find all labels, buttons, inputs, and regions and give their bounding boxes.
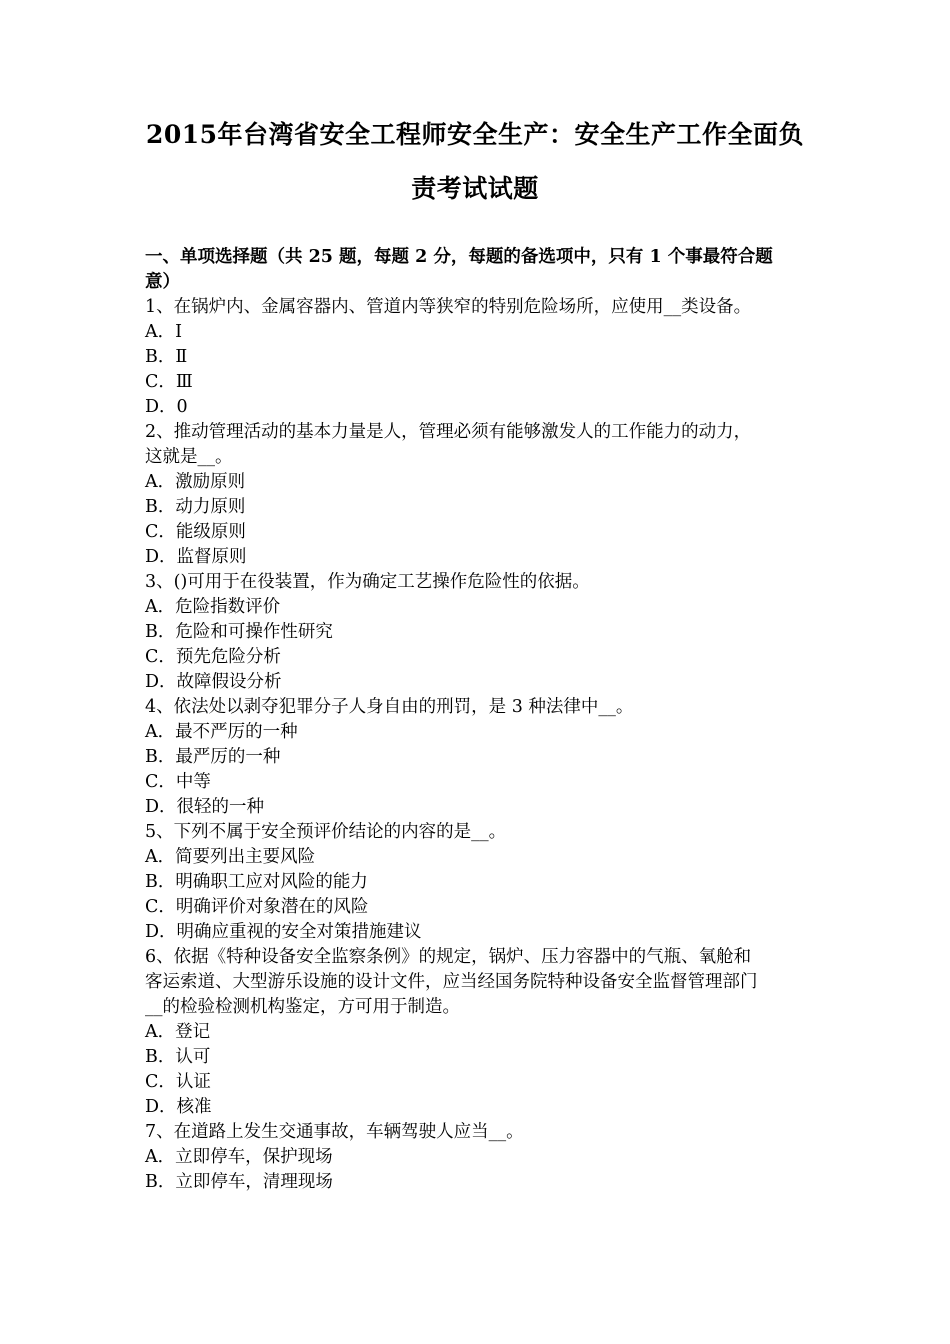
question-text-line: B．立即停车，清理现场 — [145, 1172, 333, 1192]
section-heading-line: 意） — [145, 272, 180, 292]
question-text-line: D．0 — [145, 397, 188, 417]
question-text-line: C．能级原则 — [145, 522, 246, 542]
question-text-line: D．监督原则 — [145, 547, 247, 567]
question-text-line: B．最严厉的一种 — [145, 747, 281, 767]
question-text-line: A．简要列出主要风险 — [145, 847, 316, 867]
question-text-line: A．最不严厉的一种 — [145, 722, 298, 742]
question-text-line: A．Ⅰ — [145, 322, 183, 342]
question-text-line: B．认可 — [145, 1047, 211, 1067]
question-text-line: 5、下列不属于安全预评价结论的内容的是__。 — [145, 822, 507, 842]
question-text-line: C．Ⅲ — [145, 372, 193, 392]
question-text-line: C．明确评价对象潜在的风险 — [145, 897, 369, 917]
question-text-line: 2、推动管理活动的基本力量是人，管理必须有能够激发人的工作能力的动力， — [145, 422, 752, 442]
question-text-line: D．故障假设分析 — [145, 672, 282, 692]
question-text-line: 7、在道路上发生交通事故，车辆驾驶人应当__。 — [145, 1122, 524, 1142]
question-text-line: 3、()可用于在役装置，作为确定工艺操作危险性的依据。 — [145, 572, 590, 592]
question-text-line: A．登记 — [145, 1022, 211, 1042]
question-text-line: D．很轻的一种 — [145, 797, 265, 817]
question-text-line: 1、在锅炉内、金属容器内、管道内等狭窄的特别危险场所，应使用__类设备。 — [145, 297, 752, 317]
question-text-line: A．立即停车，保护现场 — [145, 1147, 333, 1167]
question-text-line: A．激励原则 — [145, 472, 246, 492]
question-text-line: 4、依法处以剥夺犯罪分子人身自由的刑罚，是 3 种法律中__。 — [145, 697, 634, 717]
question-text-line: __的检验检测机构鉴定，方可用于制造。 — [145, 997, 460, 1017]
question-list — [145, 245, 815, 1195]
question-text-line: B．动力原则 — [145, 497, 246, 517]
question-text-line: B．明确职工应对风险的能力 — [145, 872, 368, 892]
question-text-line: 这就是__。 — [145, 447, 233, 467]
section-heading-line: 一、单项选择题（共 25 题，每题 2 分，每题的备选项中，只有 1 个事最符合题 — [145, 247, 773, 267]
document-title-line-1: 2015年台湾省安全工程师安全生产：安全生产工作全面负 — [145, 120, 805, 149]
question-text-line: D．核准 — [145, 1097, 212, 1117]
question-text-line: B．危险和可操作性研究 — [145, 622, 333, 642]
question-text-line: A．危险指数评价 — [145, 597, 281, 617]
question-text-line: C．预先危险分析 — [145, 647, 281, 667]
question-text-line: D．明确应重视的安全对策措施建议 — [145, 922, 422, 942]
question-text-line: C．中等 — [145, 772, 211, 792]
question-text-line: 6、依据《特种设备安全监察条例》的规定，锅炉、压力容器中的气瓶、氧舱和 — [145, 947, 752, 967]
question-text-line: B．Ⅱ — [145, 347, 188, 367]
question-text-line: 客运索道、大型游乐设施的设计文件，应当经国务院特种设备安全监督管理部门 — [145, 972, 758, 992]
question-text-line: C．认证 — [145, 1072, 211, 1092]
document-title-line-2: 责考试试题 — [411, 174, 539, 203]
